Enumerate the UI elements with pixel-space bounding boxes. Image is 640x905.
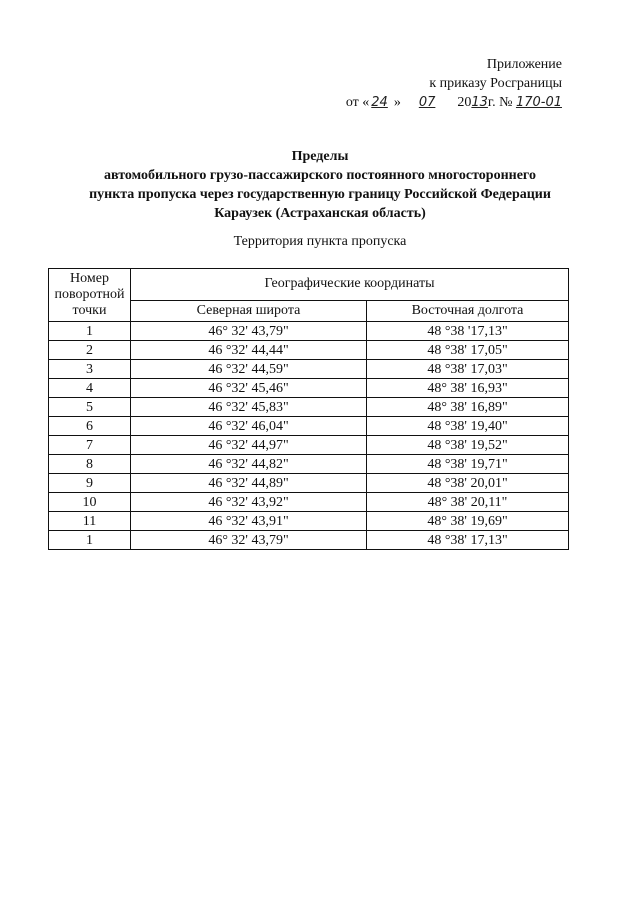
longitude-cell: 48 °38 '17,13" [367, 322, 569, 341]
table-row [49, 474, 569, 493]
table-row [49, 379, 569, 398]
longitude-cell: 48 °38' 17,13" [367, 531, 569, 550]
latitude-cell: 46 °32' 46,04" [131, 417, 367, 436]
column-header-geo-coordinates: Географические координаты [131, 269, 569, 301]
point-number-cell: 6 [49, 417, 131, 436]
latitude-cell: 46 °32' 44,44" [131, 341, 367, 360]
document-title [40, 147, 600, 223]
title-line-1: Пределы [291, 149, 349, 164]
table-row [49, 455, 569, 474]
latitude-cell: 46 °32' 44,97" [131, 436, 367, 455]
table-row [49, 398, 569, 417]
latitude-cell: 46 °32' 44,82" [131, 455, 367, 474]
latitude-cell: 46 °32' 45,46" [131, 379, 367, 398]
table-row [49, 531, 569, 550]
point-number-cell: 4 [49, 379, 131, 398]
year-prefix: 20 [457, 95, 472, 110]
appendix-label: Приложение [486, 57, 562, 72]
point-number-cell: 2 [49, 341, 131, 360]
appendix-header [332, 55, 562, 112]
point-number-cell: 9 [49, 474, 131, 493]
longitude-cell: 48° 38' 16,93" [367, 379, 569, 398]
appendix-order-reference: к приказу Росграницы [429, 76, 562, 91]
point-number-cell: 11 [49, 512, 131, 531]
point-number-cell: 5 [49, 398, 131, 417]
longitude-cell: 48 °38' 17,05" [367, 341, 569, 360]
date-quote-close: » [393, 95, 401, 110]
handwritten-month: 07 [418, 95, 436, 110]
column-header-point-number [49, 269, 131, 322]
latitude-cell: 46 °32' 44,59" [131, 360, 367, 379]
latitude-cell: 46 °32' 45,83" [131, 398, 367, 417]
table-row [49, 341, 569, 360]
latitude-cell: 46 °32' 43,91" [131, 512, 367, 531]
handwritten-year: 13 [471, 95, 488, 110]
longitude-cell: 48° 38' 16,89" [367, 398, 569, 417]
table-row [49, 512, 569, 531]
table-row [49, 360, 569, 379]
appendix-date-line [332, 93, 562, 112]
coordinates-table-body [49, 322, 569, 550]
column-header-number-line-3: точки [72, 303, 107, 318]
column-header-number-line-2: поворотной [54, 287, 125, 302]
longitude-cell: 48 °38' 20,01" [367, 474, 569, 493]
longitude-cell: 48 °38' 19,52" [367, 436, 569, 455]
longitude-cell: 48° 38' 19,69" [367, 512, 569, 531]
latitude-cell: 46° 32' 43,79" [131, 322, 367, 341]
point-number-cell: 1 [49, 322, 131, 341]
title-line-3: пункта пропуска через государственную границу Российской Федерации [89, 187, 551, 202]
table-row [49, 436, 569, 455]
table-row [49, 322, 569, 341]
year-tail: г. № [487, 95, 513, 110]
table-row [49, 493, 569, 512]
column-header-latitude: Северная широта [131, 300, 367, 321]
date-prefix: от « [345, 95, 370, 110]
longitude-cell: 48 °38' 19,71" [367, 455, 569, 474]
coordinates-table [48, 268, 569, 550]
latitude-cell: 46 °32' 44,89" [131, 474, 367, 493]
point-number-cell: 7 [49, 436, 131, 455]
longitude-cell: 48 °38' 17,03" [367, 360, 569, 379]
longitude-cell: 48 °38' 19,40" [367, 417, 569, 436]
latitude-cell: 46 °32' 43,92" [131, 493, 367, 512]
point-number-cell: 1 [49, 531, 131, 550]
point-number-cell: 3 [49, 360, 131, 379]
section-subtitle: Территория пункта пропуска [233, 234, 407, 249]
table-row [49, 417, 569, 436]
latitude-cell: 46° 32' 43,79" [131, 531, 367, 550]
column-header-number-line-1: Номер [70, 271, 109, 286]
point-number-cell: 8 [49, 455, 131, 474]
column-header-longitude: Восточная долгота [367, 300, 569, 321]
longitude-cell: 48° 38' 20,11" [367, 493, 569, 512]
handwritten-day: 24 [371, 95, 388, 110]
point-number-cell: 10 [49, 493, 131, 512]
handwritten-order-number: 170-01 [515, 95, 562, 110]
title-line-2: автомобильного грузо-пассажирского постоянного многостороннего [104, 168, 536, 183]
title-line-4: Караузек (Астраханская область) [214, 206, 426, 221]
